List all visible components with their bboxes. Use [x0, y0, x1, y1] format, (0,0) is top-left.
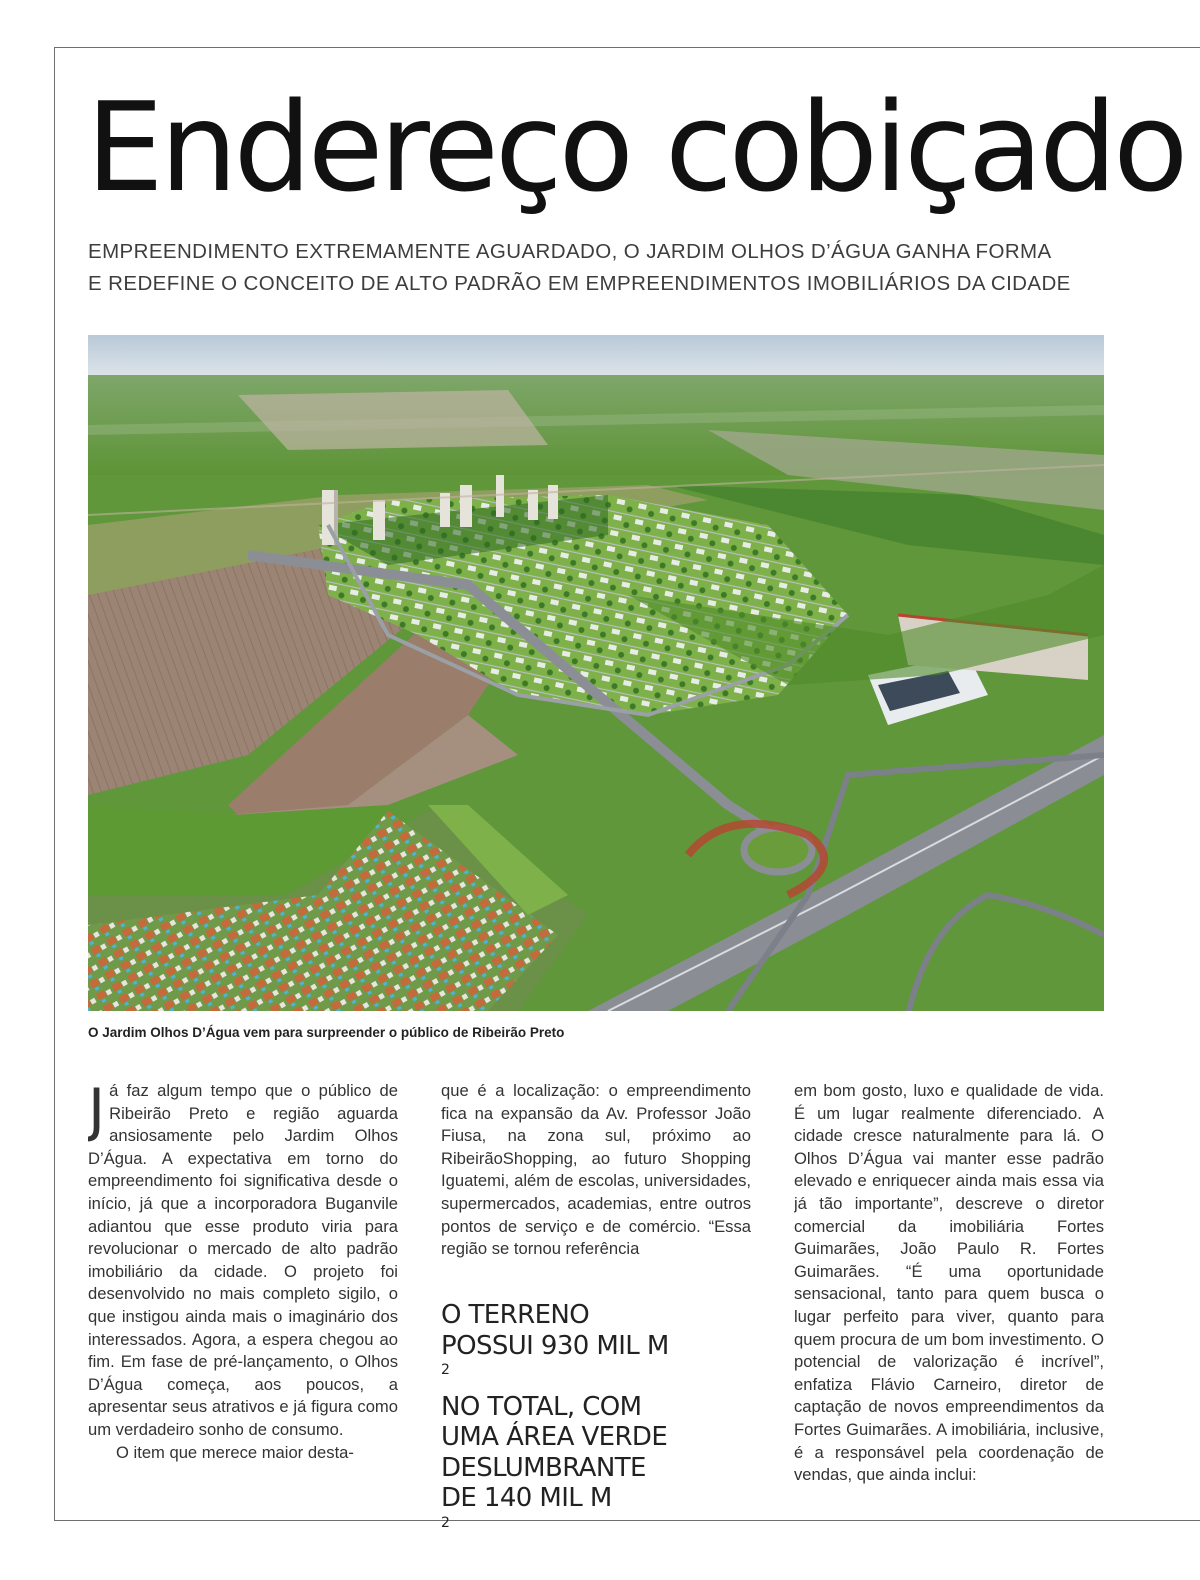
aerial-photo — [88, 335, 1104, 1011]
photo-caption: O Jardim Olhos D’Água vem para surpreender o público de Ribeirão Preto — [88, 1025, 565, 1040]
paragraph: que é a localização: o empreendimento fica na expansão da Av. Professor João Fiusa, na zona sul, próximo ao RibeirãoShopping, ao futuro Shopping Iguatemi, além de escolas, universidades, supermercados, academias, entre outros pontos de serviço e de comércio. “Essa região se tornou referência — [441, 1081, 751, 1259]
paragraph: O item que merece maior desta- — [116, 1442, 354, 1462]
article-column-1 — [88, 1080, 398, 1492]
superscript: 2 — [441, 1362, 450, 1378]
paragraph-text: á faz algum tempo que o público de Ribeirão Preto e região aguarda ansiosamente pelo Jardim Olhos D’Água. A expectativa em torno do empreendimento foi significativa desde o início, já que a incorporadora Buganvile adiantou que esse produto viria para revolucionar o mercado de alto padrão imobiliário da cidade. O projeto foi desenvolvido no mais completo sigilo, o que instigou ainda mais o imaginário dos interessados. Agora, a espera chegou ao fim. Em fase de pré-lançamento, o Olhos D’Água começa, aos poucos, a apresentar seus atrativos e já figura como um verdadeiro sonho de consumo. — [88, 1081, 398, 1439]
pull-quote-line: NO TOTAL, COM — [441, 1391, 642, 1422]
subtitle-line-2: E REDEFINE O CONCEITO DE ALTO PADRÃO EM EMPREENDIMENTOS IMOBILIÁRIOS DA CIDADE — [88, 272, 1071, 295]
subtitle-line-1: EMPREENDIMENTO EXTREMAMENTE AGUARDADO, O JARDIM OLHOS D’ÁGUA GANHA FORMA — [88, 240, 1052, 263]
pull-quote-line — [441, 1331, 761, 1392]
pull-quote — [441, 1300, 761, 1544]
pull-quote-line — [441, 1483, 761, 1544]
article-column-2 — [441, 1080, 751, 1276]
pull-quote-line: DESLUMBRANTE — [441, 1452, 646, 1483]
paragraph — [88, 1080, 398, 1442]
drop-cap: J — [88, 1080, 106, 1144]
article-title: Endereço cobiçado — [86, 77, 1185, 220]
pull-quote-line: O TERRENO — [441, 1300, 590, 1330]
pull-quote-text: POSSUI 930 MIL M — [441, 1330, 669, 1361]
pull-quote-text: DE 140 MIL M — [441, 1483, 612, 1513]
article-subtitle — [88, 236, 1148, 300]
pull-quote-line: UMA ÁREA VERDE — [441, 1422, 668, 1452]
superscript: 2 — [441, 1514, 450, 1531]
article-column-3 — [794, 1080, 1104, 1492]
paragraph: em bom gosto, luxo e qualidade de vida. É um lugar realmente diferenciado. A cidade cresce naturalmente para lá. O Olhos D’Água vai manter esse padrão elevado e enriquecer ainda mais essa via já tão importante”, descreve o diretor comercial da imobiliária Fortes Guimarães, João Paulo R. Fortes Guimarães. “É uma oportunidade sensacional, tanto para quem busca o lugar perfeito para viver, quanto para quem procura de um bom investimento. O potencial de valorização é incrível”, enfatiza Flávio Carneiro, diretor de captação de novos empreendimentos da Fortes Guimarães. A imobiliária, inclusive, é a responsável pela coordenação de vendas, que ainda inclui: — [794, 1081, 1104, 1485]
